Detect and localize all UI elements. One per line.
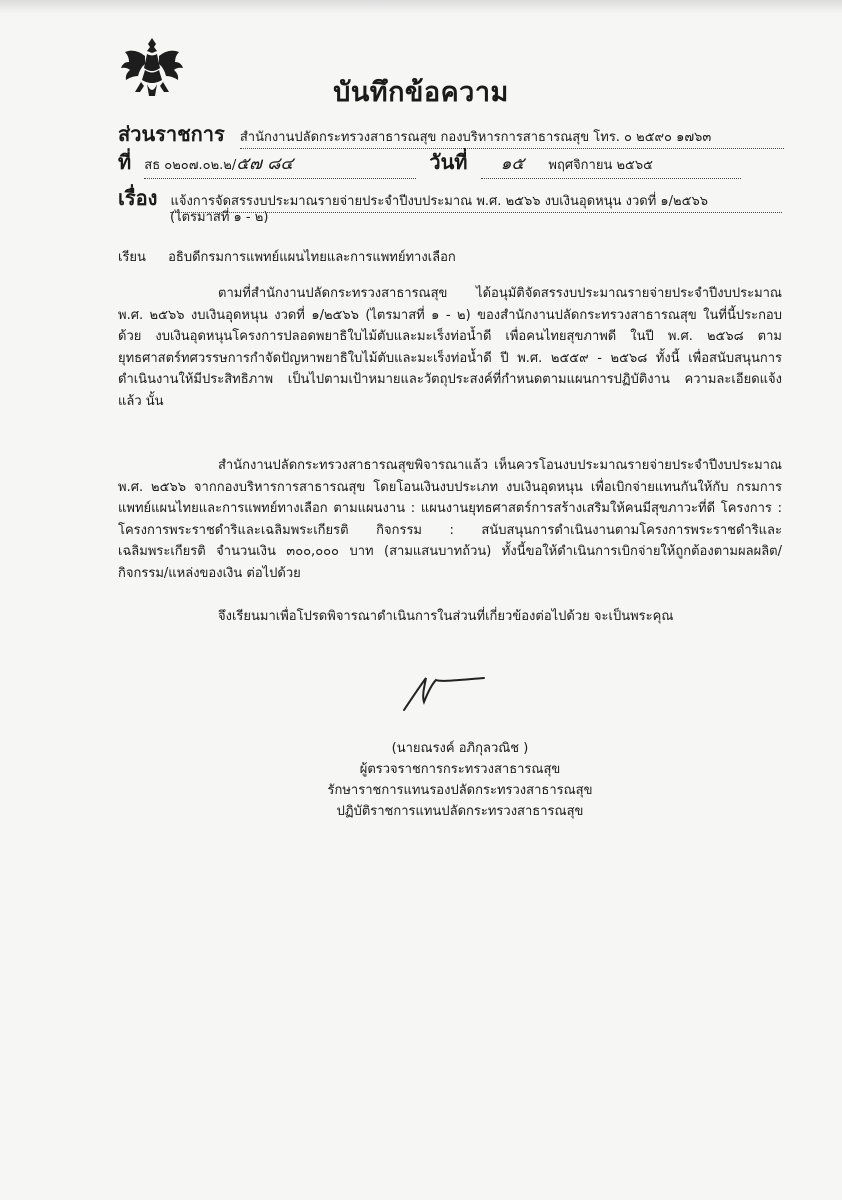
reference-label: ที่ (118, 150, 132, 174)
subject-line-2: (ไตรมาสที่ ๑ - ๒) (170, 210, 269, 225)
salutation-label: เรียน (118, 250, 146, 265)
signer-title-2: รักษาราชการแทนรองปลัดกระทรวงสาธารณสุข (327, 783, 593, 798)
signer-title-3: ปฏิบัติราชการแทนปลัดกระทรวงสาธารณสุข (336, 804, 584, 819)
reference-value-field (144, 150, 416, 179)
signer-name: (นายณรงค์ อภิกุลวณิช ) (391, 741, 529, 756)
agency-value: สำนักงานปลัดกระทรวงสาธารณสุข กองบริหารการสาธารณสุข โทร. ๐ ๒๕๙๐ ๑๗๖๓ (240, 126, 784, 149)
date-value-field (481, 150, 741, 179)
date-month-year: พฤศจิกายน ๒๕๖๕ (548, 158, 653, 173)
salutation-row (118, 246, 456, 267)
reference-handwritten-number: ๕๗ ๘๔ (236, 154, 294, 174)
subject-label: เรื่อง (118, 186, 158, 210)
paragraph-2: สำนักงานปลัดกระทรวงสาธารณสุขพิจารณาแล้ว เห็นควรโอนงบประมาณรายจ่ายประจำปีงบประมาณ พ.ศ. ๒๕๖๖ จากกองบริหารการสาธารณสุข โดยโอนเงินงบประเภท งบเงินอุดหนุน เพื่อเบิกจ่ายแทนกันให้กับ กรมการแพทย์แผนไทยและการแพทย์ทางเลือก ตามแผนงาน : แผนงานยุทธศาสตร์การสร้างเสริมให้คนมีสุขภาวะที่ดี โครงการ : โครงการพระราชดำริและเฉลิมพระเกียรติ กิจกรรม : สนับสนุนการดำเนินงานตามโครงการพระราชดำริและเฉลิมพระเกียรติ จำนวนเงิน ๓๐๐,๐๐๐ บาท (สามแสนบาทถ้วน) ทั้งนี้ขอให้ดำเนินการเบิกจ่ายให้ถูกต้องตามผลผลิต/กิจกรรม/แหล่งของเงิน ต่อไปด้วย (118, 458, 782, 581)
signature-block (250, 738, 670, 822)
salutation-value: อธิบดีกรมการแพทย์แผนไทยและการแพทย์ทางเลือก (168, 250, 456, 265)
agency-label: ส่วนราชการ (118, 122, 225, 146)
closing-paragraph: จึงเรียนมาเพื่อโปรดพิจารณาดำเนินการในส่วนที่เกี่ยวข้องต่อไปด้วย จะเป็นพระคุณ (218, 609, 674, 624)
scan-edge (0, 0, 842, 14)
reference-value: สธ ๐๒๐๗.๐๒.๒/ (144, 158, 237, 173)
document-title: บันทึกข้อความ (333, 77, 509, 108)
paragraph-1: ตามที่สำนักงานปลัดกระทรวงสาธารณสุข ได้อนุมัติจัดสรรงบประมาณรายจ่ายประจำปีงบประมาณ พ.ศ. ๒๕๖๖ งบเงินอุดหนุน งวดที่ ๑/๒๕๖๖ (ไตรมาสที่ ๑ - ๒) ของสำนักงานปลัดกระทรวงสาธารณสุข ในที่นี้ประกอบด้วย งบเงินอุดหนุนโครงการปลอดพยาธิใบไม้ตับและมะเร็งท่อน้ำดี เพื่อคนไทยสุขภาพดี ในปี พ.ศ. ๒๕๖๘ ตามยุทธศาสตร์ทศวรรษการกำจัดปัญหาพยาธิใบไม้ตับและมะเร็งท่อน้ำดี ปี พ.ศ. ๒๕๕๙ - ๒๕๖๘ ทั้งนี้ เพื่อสนับสนุนการดำเนินงานให้มีประสิทธิภาพ เป็นไปตามเป้าหมายและวัตถุประสงค์ที่กำหนดตามแผนการปฏิบัติงาน ความละเอียดแจ้งแล้ว นั้น (118, 286, 782, 409)
handwritten-signature-icon (400, 672, 490, 714)
signer-title-1: ผู้ตรวจราชการกระทรวงสาธารณสุข (359, 762, 561, 777)
date-label: วันที่ (429, 150, 468, 174)
date-day-handwritten: ๑๕ (500, 154, 525, 174)
reference-row (118, 146, 741, 179)
subject-line-1: แจ้งการจัดสรรงบประมาณรายจ่ายประจำปีงบประมาณ พ.ศ. ๒๕๖๖ งบเงินอุดหนุน งวดที่ ๑/๒๕๖๖ (170, 190, 782, 213)
